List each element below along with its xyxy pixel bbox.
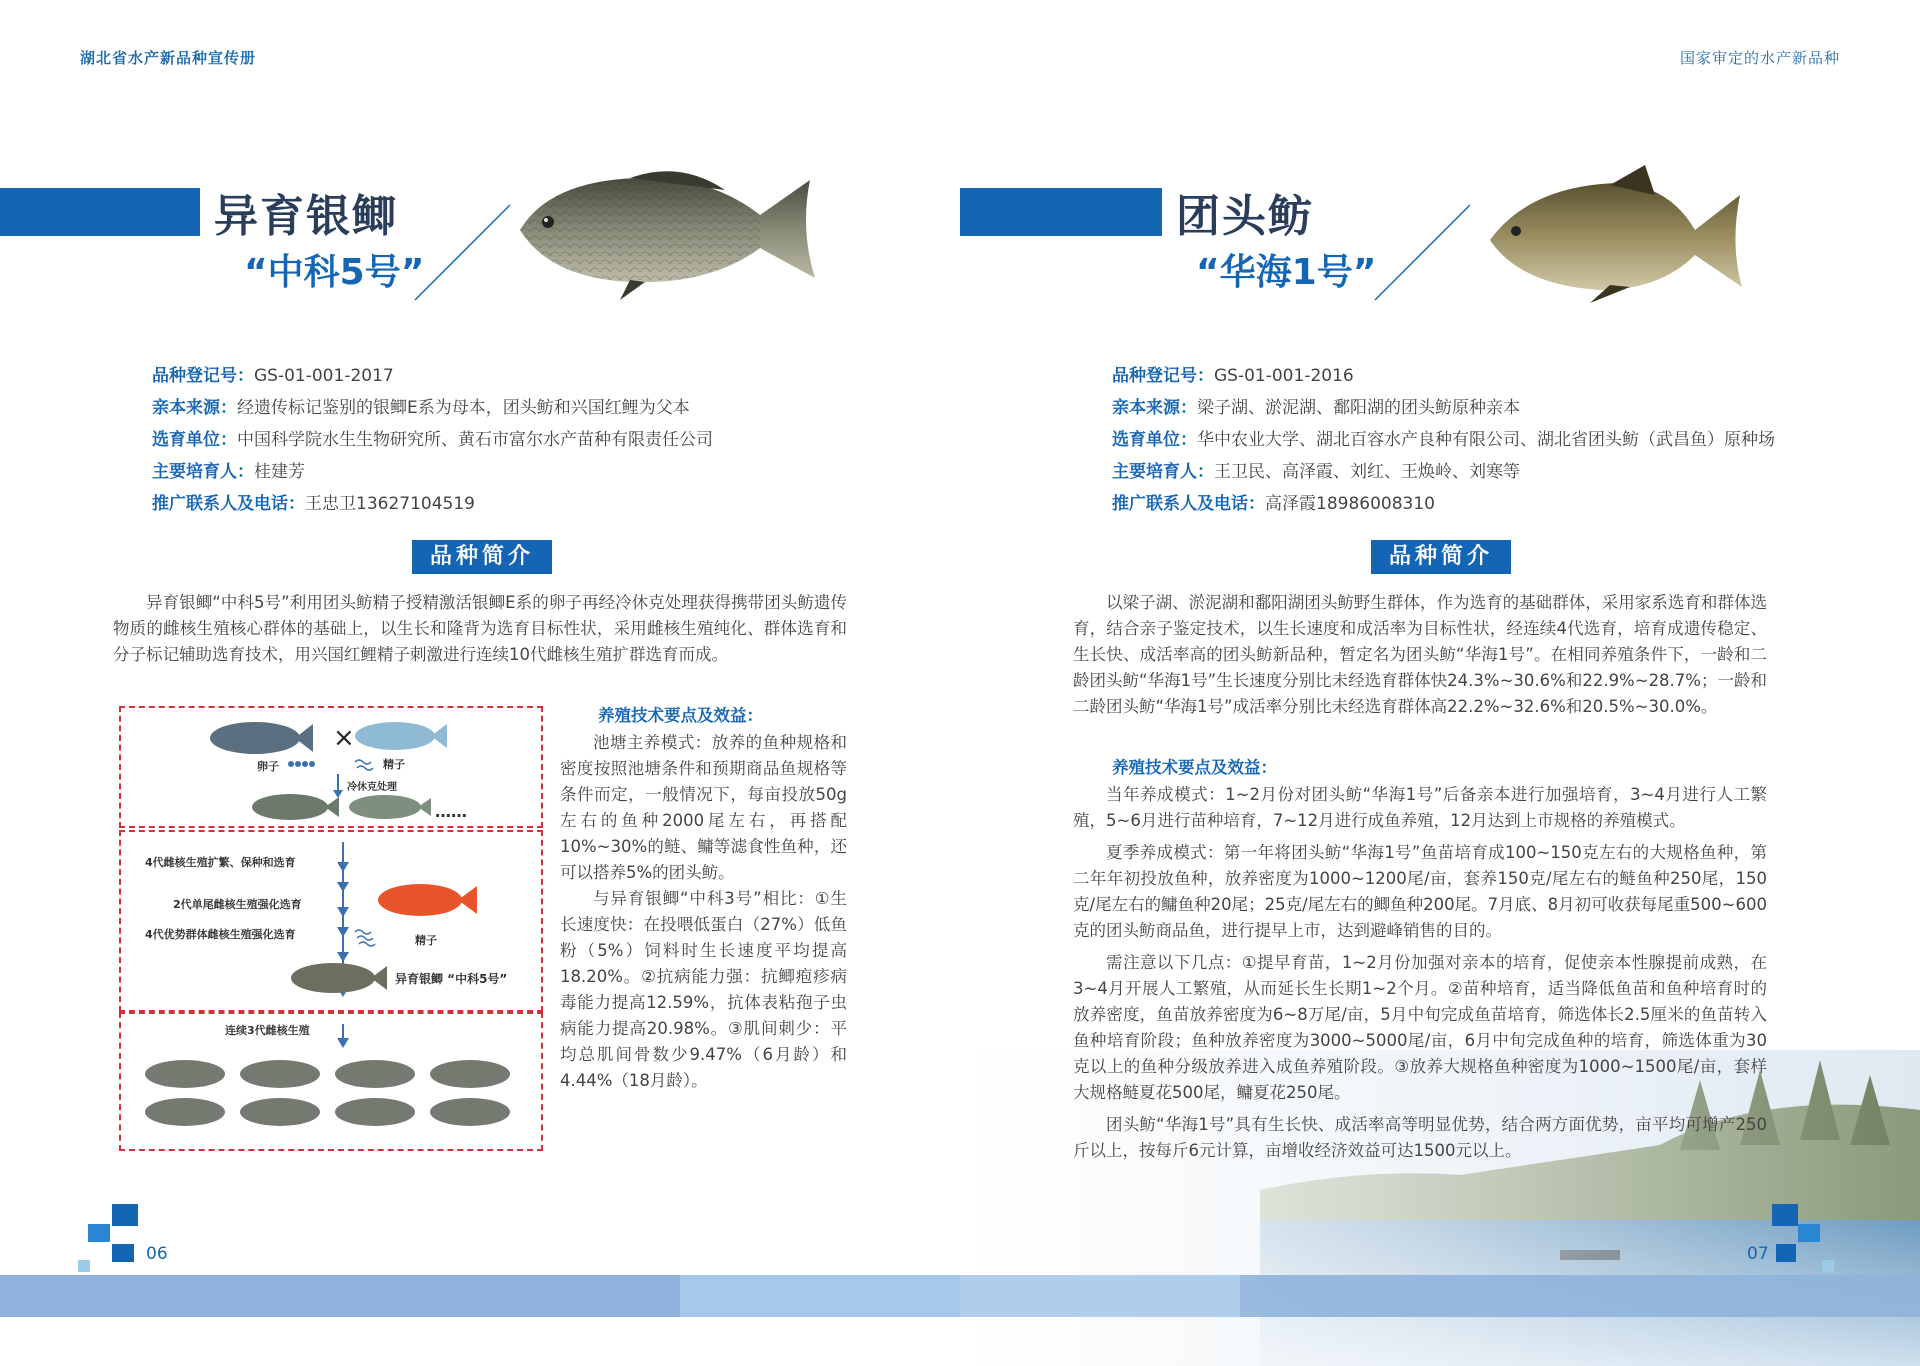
info-row: 主要培育人：桂建芳 [152, 462, 305, 482]
right-title-sub: “华海1号” [1196, 252, 1377, 293]
right-tech-heading: 养殖技术要点及效益： [1112, 758, 1277, 777]
right-diagonal-line [1370, 200, 1470, 305]
deco-square [88, 1224, 110, 1242]
crucian-carp-icon [510, 160, 830, 300]
deco-square [112, 1204, 138, 1226]
left-tech-text: 池塘主养模式：放养的鱼种规格和密度按照池塘条件和预期商品鱼规格等条件而定，一般情况下，每亩投放50g左右的鱼种2000尾左右，再搭配10%~30%的鲢、鳙等滤食性鱼种，还可以搭养5%的团头鲂。 与异育银鲫“中科3号”相比：①生长速度快：在投喂低蛋白（27%）低鱼粉（5%）饲料时生长速度平均提高18.20%。②抗病能力强：抗鲫疱疹病毒能力提高12.59%，抗体表粘孢子虫病能力提高20.98%。③肌间刺少：平均总肌间骨数少9.47%（6月龄）和4.44%（18月龄）。 [560, 733, 847, 1090]
info-row: 亲本来源：经遗传标记鉴别的银鲫E系为母本，团头鲂和兴国红鲤为父本 [152, 398, 690, 418]
right-page [960, 0, 1920, 1366]
info-row: 选育单位：华中农业大学、湖北百容水产良种有限公司、湖北省团头鲂（武昌鱼）原种场 [1112, 430, 1775, 450]
deco-square [1776, 1244, 1796, 1262]
info-row: 品种登记号：GS-01-001-2017 [152, 366, 394, 386]
left-info-list [152, 360, 713, 520]
info-row: 推广联系人及电话：王忠卫13627104519 [152, 494, 475, 514]
right-intro: 以梁子湖、淤泥湖和鄱阳湖团头鲂野生群体，作为选育的基础群体，采用家系选育和群体选育，结合亲子鉴定技术，以生长速度和成活率为目标性状，经连续4代选育，培育成遗传稳定、生长快、成活率高的团头鲂新品种，暂定名为团头鲂“华海1号”。在相同养殖条件下，一龄和二龄团头鲂“华海1号”生长速度分别比未经选育群体快24.3%~30.6%和22.9%~28.7%；一龄和二龄团头鲂“华海1号”成活率分别比未经选育群体高22.2%~32.6%和20.5%~30.0%。 [1073, 593, 1767, 716]
bream-icon [1480, 165, 1760, 305]
info-row: 推广联系人及电话：高泽霞18986008310 [1112, 494, 1435, 514]
left-section-title: 品种简介 [412, 540, 552, 574]
deco-square [1798, 1224, 1820, 1242]
deco-square [1772, 1204, 1798, 1226]
right-title-main: 团头鲂 [1176, 191, 1314, 242]
left-page-number: 06 [146, 1244, 168, 1264]
right-header: 国家审定的水产新品种 [1679, 49, 1840, 67]
left-intro: 异育银鲫“中科5号”利用团头鲂精子授精激活银鲫E系的卵子再经冷休克处理获得携带团头鲂遗传物质的雌核生殖核心群体的基础上，以生长和隆背为选育目标性状，采用雌核生殖纯化、群体选育和分子标记辅助选育技术，用兴国红鲤精子刺激进行连续10代雌核生殖扩群选育而成。 [113, 593, 847, 664]
info-row: 主要培育人：王卫民、高泽霞、刘红、王焕岭、刘寒等 [1112, 462, 1520, 482]
right-info-list [1112, 360, 1775, 520]
deco-square [78, 1260, 90, 1272]
right-tech-text: 当年养成模式：1~2月份对团头鲂“华海1号”后备亲本进行加强培育，3~4月进行人工繁殖，5~6月进行苗种培育，7~12月进行成鱼养殖，12月达到上市规格的养殖模式。 夏季养成模式：第一年将团头鲂“华海1号”鱼苗培育成100~150克左右的大规格鱼种，第二年年初投放鱼种，放养密度为1000~1200尾/亩，套养150克/尾左右的鲢鱼种250尾，150克/尾左右的鳙鱼种20尾；25克/尾左右的鲫鱼种200尾。7月底、8月初可收获每尾重500~600克的团头鲂商品鱼，进行提早上市，达到避峰销售的目的。 需注意以下几点：①提早育苗，1~2月份加强对亲本的培育，促使亲本性腺提前成熟，在3~4月开展人工繁殖，从而延长生长期1~2个月。②苗种培育，适当降低鱼苗和鱼种培育时的放养密度，鱼苗放养密度为6~8万尾/亩，5月中旬完成鱼苗培育，筛选体长2.5厘米的鱼苗转入鱼种培育阶段；鱼种放养密度为3000~5000尾/亩，6月中旬完成鱼种的培育，筛选体重为30克以上的鱼种分级放养进入成鱼养殖阶段。③放养大规格鱼种密度为1000~1500尾/亩，套样大规格鲢夏花500尾，鳙夏花250尾。 团头鲂“华海1号”具有生长快、成活率高等明显优势，结合两方面优势，亩平均可增产250斤以上，按每斤6元计算，亩增收经济效益可达1500元以上。 [1073, 785, 1767, 1160]
footer-band [1240, 1275, 1920, 1317]
left-tech-heading: 养殖技术要点及效益： [598, 706, 763, 725]
info-row: 选育单位：中国科学院水生生物研究所、黄石市富尔水产苗种有限责任公司 [152, 430, 713, 450]
breeding-flow-diagram: × 卵子 精子 冷休克处理 …… 4代雌核生殖扩繁、保种和选育 2代单尾雌核生殖强化选育 4代优势群体雌核生殖强化选育 精子 异育银鲫 “中科5号” 连续3代雌核生殖 [115, 702, 545, 1150]
footer-band [960, 1275, 1240, 1317]
left-header: 湖北省水产新品种宣传册 [80, 49, 257, 67]
left-title-sub: “中科5号” [244, 252, 425, 293]
right-section-title: 品种简介 [1371, 540, 1511, 574]
footer-band [0, 1275, 680, 1317]
right-title-bar [960, 188, 1162, 236]
deco-square [1822, 1260, 1834, 1272]
deco-square [112, 1244, 134, 1262]
left-diagonal-line [410, 200, 510, 305]
info-row: 品种登记号：GS-01-001-2016 [1112, 366, 1354, 386]
info-row: 亲本来源：梁子湖、淤泥湖、鄱阳湖的团头鲂原种亲本 [1112, 398, 1520, 418]
right-page-number: 07 [1747, 1244, 1769, 1264]
left-title-main: 异育银鲫 [214, 191, 398, 242]
left-title-bar [0, 188, 200, 236]
footer-band [680, 1275, 960, 1317]
svg-text:×: × [333, 723, 355, 753]
